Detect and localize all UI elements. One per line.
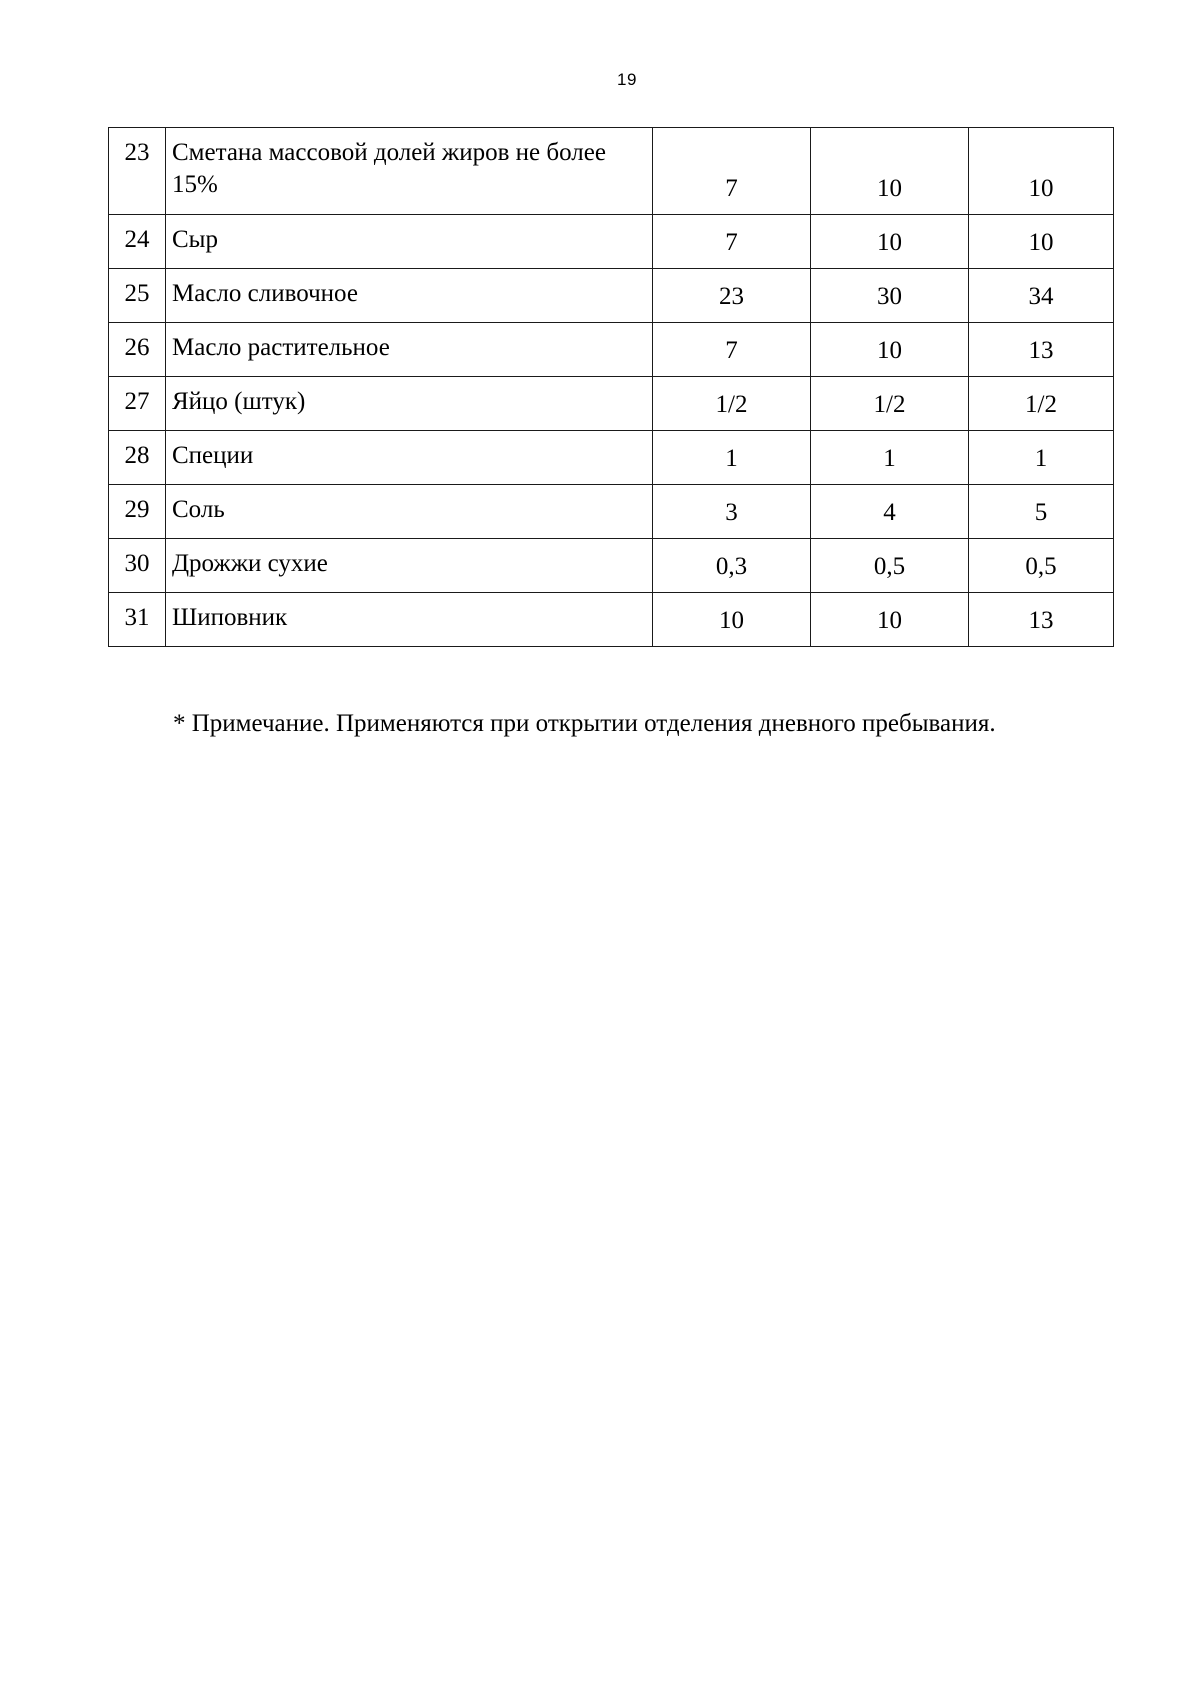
table-row (109, 485, 1114, 539)
product-name: Сметана массовой долей жиров не более 15% (166, 128, 653, 215)
norm-value-2: 10 (811, 128, 969, 215)
norm-value-3: 13 (969, 323, 1114, 377)
norm-value-1: 10 (653, 593, 811, 647)
norm-value-2: 10 (811, 593, 969, 647)
row-number: 29 (109, 485, 166, 539)
row-number: 27 (109, 377, 166, 431)
row-number: 28 (109, 431, 166, 485)
norm-value-1: 7 (653, 128, 811, 215)
product-name: Масло сливочное (166, 269, 653, 323)
norm-value-3: 1/2 (969, 377, 1114, 431)
norm-value-3: 13 (969, 593, 1114, 647)
norm-value-1: 23 (653, 269, 811, 323)
table-row (109, 539, 1114, 593)
norm-value-3: 0,5 (969, 539, 1114, 593)
food-norms-table (108, 127, 1114, 647)
norm-value-1: 7 (653, 215, 811, 269)
product-name: Соль (166, 485, 653, 539)
norm-value-3: 34 (969, 269, 1114, 323)
row-number: 31 (109, 593, 166, 647)
product-name: Специи (166, 431, 653, 485)
norm-value-2: 0,5 (811, 539, 969, 593)
product-name: Сыр (166, 215, 653, 269)
page-number: 19 (617, 70, 637, 89)
product-name: Масло растительное (166, 323, 653, 377)
row-number: 26 (109, 323, 166, 377)
norm-value-2: 30 (811, 269, 969, 323)
table-row (109, 323, 1114, 377)
footnote: * Примечание. Применяются при открытии отделения дневного пребывания. (173, 710, 996, 737)
norm-value-2: 1/2 (811, 377, 969, 431)
product-name: Шиповник (166, 593, 653, 647)
norm-value-3: 10 (969, 215, 1114, 269)
norm-value-3: 1 (969, 431, 1114, 485)
row-number: 25 (109, 269, 166, 323)
table-row (109, 431, 1114, 485)
row-number: 30 (109, 539, 166, 593)
row-number: 23 (109, 128, 166, 215)
table-row (109, 593, 1114, 647)
norm-value-1: 0,3 (653, 539, 811, 593)
norm-value-1: 1 (653, 431, 811, 485)
norm-value-1: 1/2 (653, 377, 811, 431)
table-row (109, 215, 1114, 269)
norm-value-2: 1 (811, 431, 969, 485)
row-number: 24 (109, 215, 166, 269)
product-name: Дрожжи сухие (166, 539, 653, 593)
product-name: Яйцо (штук) (166, 377, 653, 431)
norm-value-1: 7 (653, 323, 811, 377)
table-row (109, 377, 1114, 431)
norm-value-1: 3 (653, 485, 811, 539)
table-row (109, 128, 1114, 215)
norm-value-2: 10 (811, 215, 969, 269)
norm-value-2: 10 (811, 323, 969, 377)
norm-value-2: 4 (811, 485, 969, 539)
table-row (109, 269, 1114, 323)
norm-value-3: 5 (969, 485, 1114, 539)
norm-value-3: 10 (969, 128, 1114, 215)
